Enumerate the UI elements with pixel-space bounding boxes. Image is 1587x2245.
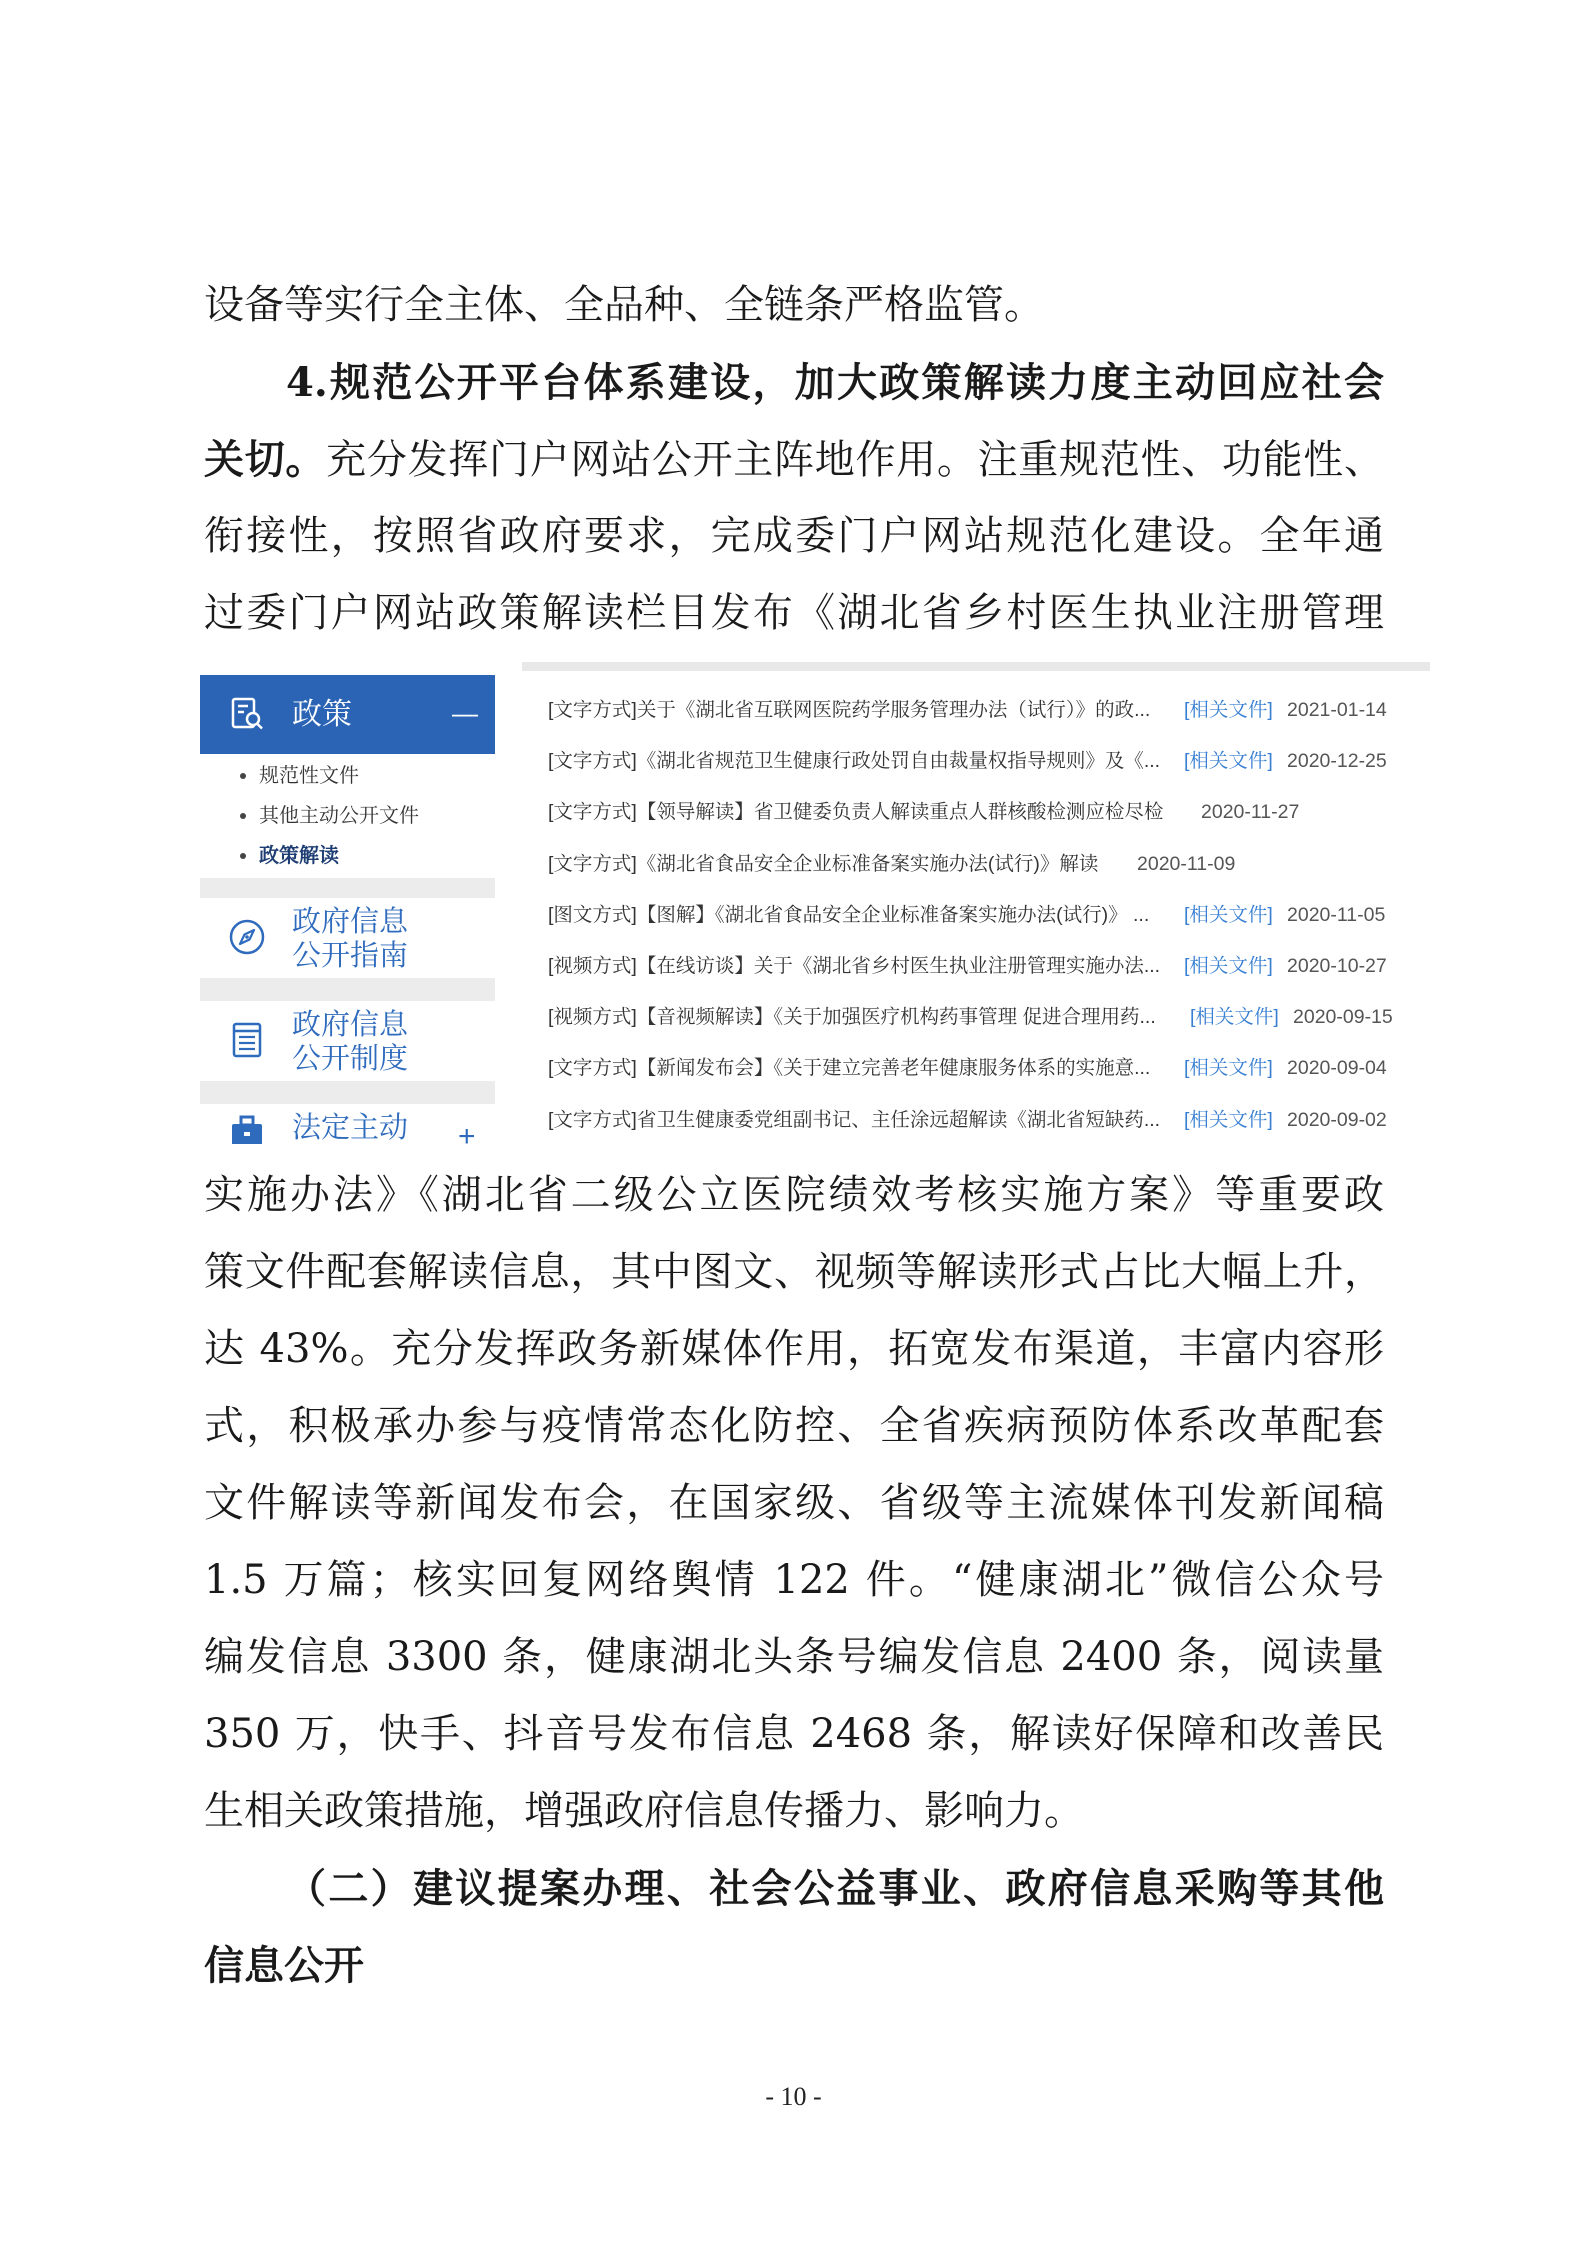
list-item-date: 2020-12-25 [1287, 750, 1387, 773]
list-item-date: 2020-11-27 [1201, 801, 1300, 824]
paragraph-line: 350 万，快手、抖音号发布信息 2468 条，解读好保障和改善民 [204, 1711, 1384, 1757]
list-item [522, 839, 1430, 890]
compass-icon [227, 917, 267, 957]
sidebar-item-other-documents [200, 796, 495, 836]
paragraph-line: 实施办法》《湖北省二级公立医院绩效考核实施方案》等重要政 [204, 1172, 1384, 1218]
section-heading-4-end: 关切。 [204, 436, 327, 483]
paragraph-line: 衔接性，按照省政府要求，完成委门户网站规范化建设。全年通 [204, 513, 1384, 559]
sidebar-section-disclosure-system [200, 1001, 495, 1081]
bullet-icon [240, 813, 246, 819]
bullet-icon [240, 853, 246, 859]
related-files-link: [相关文件] [1190, 1006, 1279, 1029]
paragraph-line: 过委门户网站政策解读栏目发布《湖北省乡村医生执业注册管理 [204, 590, 1384, 636]
sidebar-section-label [292, 1111, 408, 1144]
sidebar-item-label: 规范性文件 [259, 765, 359, 787]
sidebar-section-label-line: 政府信息 [292, 906, 409, 938]
sidebar-item-label: 其他主动公开文件 [259, 805, 419, 827]
list-item-title: [图文方式]【图解】《湖北省食品安全企业标准备案实施办法(试行)》 ... [548, 903, 1150, 926]
list-item [522, 736, 1430, 787]
sidebar-item-label: 政策解读 [259, 845, 339, 867]
sidebar [200, 675, 495, 1144]
list-item-date: 2020-09-15 [1293, 1006, 1393, 1029]
list-item-date: 2021-01-14 [1287, 699, 1387, 721]
list-item-title: [文字方式]【新闻发布会】《关于建立完善老年健康服务体系的实施意... [548, 1057, 1151, 1080]
list-item [522, 1043, 1430, 1094]
related-files-link: [相关文件] [1184, 903, 1273, 926]
bullet-icon [240, 773, 246, 779]
policy-document-icon [228, 695, 266, 733]
sidebar-submenu [200, 754, 495, 878]
sidebar-header-policy [200, 675, 495, 754]
list-document-icon [227, 1020, 267, 1060]
paragraph-line: 设备等实行全主体、全品种、全链条严格监管。 [204, 282, 1044, 328]
list-item-title: [文字方式]《湖北省规范卫生健康行政处罚自由裁量权指导规则》及《... [548, 750, 1161, 773]
body-text-top [204, 267, 1384, 652]
sidebar-section-label-line: 政府信息 [292, 1009, 409, 1041]
paragraph-line: 编发信息 3300 条，健康湖北头条号编发信息 2400 条，阅读量 [204, 1634, 1384, 1680]
paragraph-text: 充分发挥门户网站公开主阵地作用。注重规范性、功能性、 [326, 437, 1384, 483]
list-item-title: [文字方式]《湖北省食品安全企业标准备案实施办法(试行)》解读 [548, 852, 1099, 875]
related-files-link: [相关文件] [1184, 954, 1273, 977]
list-item [522, 787, 1430, 838]
embedded-website-screenshot [200, 662, 1430, 1144]
paragraph-line [204, 421, 1384, 498]
list-item [522, 992, 1430, 1043]
related-files-link: [相关文件] [1184, 750, 1273, 773]
list-item-date: 2020-11-05 [1287, 903, 1386, 926]
related-files-link: [相关文件] [1184, 1057, 1273, 1080]
sidebar-section-disclosure-guide [200, 898, 495, 978]
list-item-title: [视频方式]【音视频解读】《关于加强医疗机构药事管理 促进合理用药... [548, 1006, 1156, 1029]
paragraph-line: 生相关政策措施，增强政府信息传播力、影响力。 [204, 1788, 1084, 1834]
page-number: - 10 - [765, 2082, 822, 2111]
section-heading-2-end: 信息公开 [204, 1942, 364, 1989]
list-item-title: [文字方式]【领导解读】省卫健委负责人解读重点人群核酸检测应检尽检 [548, 801, 1164, 824]
list-item [522, 1095, 1430, 1145]
section-heading-4: 4.规范公开平台体系建设，加大政策解读力度主动回应社会 [286, 359, 1384, 406]
related-files-link: [相关文件] [1184, 1108, 1273, 1131]
paragraph-line: 式，积极承办参与疫情常态化防控、全省疾病预防体系改革配套 [204, 1403, 1384, 1449]
policy-interpretation-list [522, 662, 1430, 1144]
sidebar-section-label [292, 905, 408, 973]
paragraph-line: 策文件配套解读信息，其中图文、视频等解读形式占比大幅上升， [204, 1249, 1384, 1295]
section-heading-2: （二）建议提案办理、社会公益事业、政府信息采购等其他 [286, 1865, 1384, 1912]
list-item-title: [视频方式]【在线访谈】关于《湖北省乡村医生执业注册管理实施办法... [548, 954, 1161, 977]
list-item-title: [文字方式]关于《湖北省互联网医院药学服务管理办法（试行）》的政... [548, 699, 1151, 721]
list-item-date: 2020-09-02 [1287, 1108, 1387, 1131]
sidebar-item-normative-documents [200, 756, 495, 796]
paragraph-line: 达 43%。充分发挥政务新媒体作用，拓宽发布渠道，丰富内容形 [204, 1326, 1384, 1372]
list-item-date: 2020-09-04 [1287, 1057, 1387, 1080]
list-item-title: [文字方式]省卫生健康委党组副书记、主任涂远超解读《湖北省短缺药... [548, 1108, 1161, 1131]
sidebar-section-statutory-disclosure [200, 1104, 495, 1144]
list-item-date: 2020-10-27 [1287, 954, 1387, 977]
sidebar-header-label: 政策 [292, 698, 352, 731]
list-item-date: 2020-11-09 [1137, 852, 1236, 875]
expand-icon: + [458, 1120, 476, 1144]
list-item [522, 685, 1430, 736]
related-files-link: [相关文件] [1184, 699, 1273, 721]
body-text-bottom [204, 1157, 1384, 2004]
list-item [522, 941, 1430, 992]
sidebar-section-label-line: 公开制度 [292, 1043, 409, 1075]
list-item [522, 890, 1430, 941]
sidebar-section-label [292, 1008, 408, 1076]
sidebar-item-policy-interpretation [200, 836, 495, 876]
sidebar-section-label-line: 法定主动 [292, 1112, 409, 1144]
paragraph-line: 文件解读等新闻发布会，在国家级、省级等主流媒体刊发新闻稿 [204, 1480, 1384, 1526]
collapse-icon: — [452, 698, 478, 728]
briefcase-icon [227, 1112, 267, 1144]
paragraph-line: 1.5 万篇；核实回复网络舆情 122 件。“健康湖北”微信公众号 [204, 1557, 1384, 1603]
sidebar-section-label-line: 公开指南 [292, 940, 409, 972]
